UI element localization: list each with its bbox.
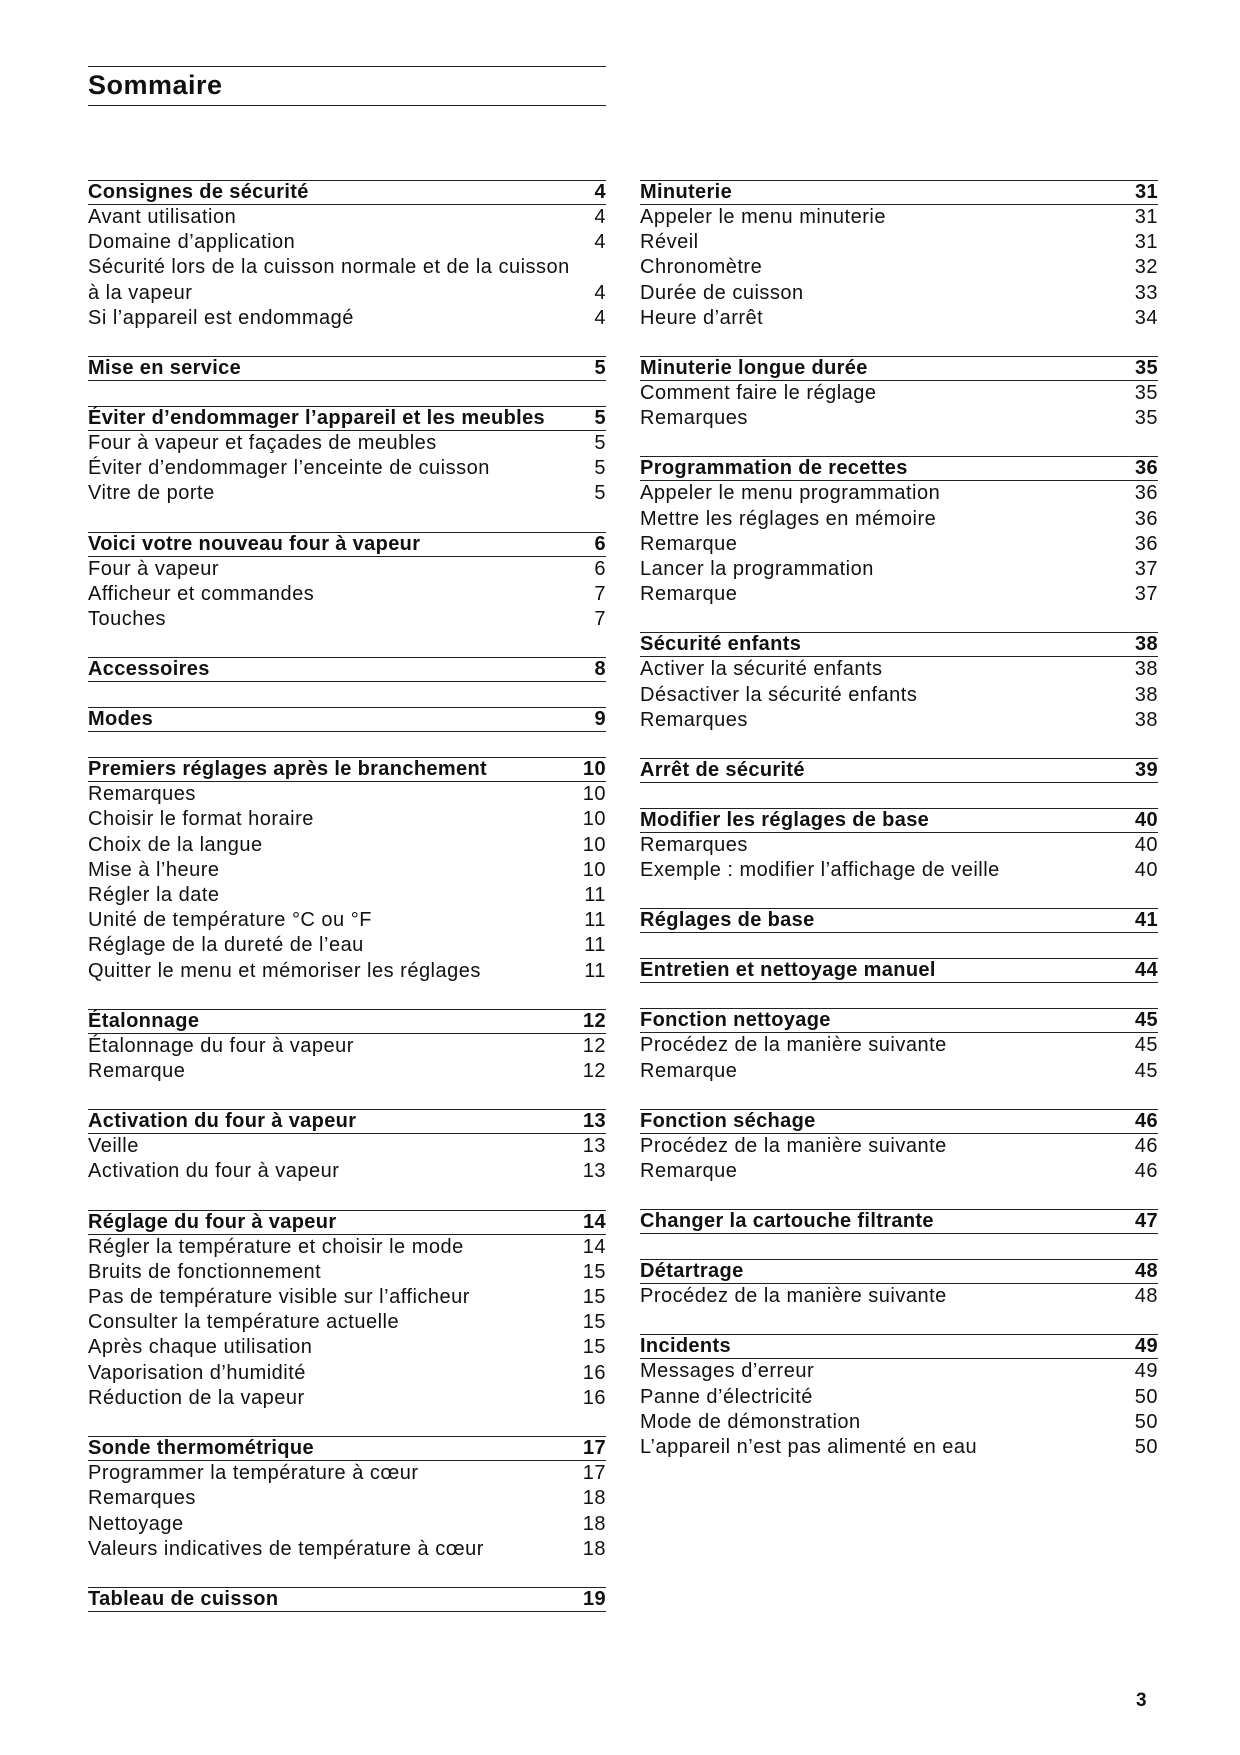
toc-section-title: Premiers réglages après le branchement [88,758,488,781]
toc-entry[interactable] [640,1284,1158,1309]
toc-entry-page: 5 [594,432,606,455]
toc-entry-page: 37 [1134,583,1158,606]
toc-section-page: 47 [1135,1210,1158,1233]
toc-entry[interactable] [88,582,606,607]
toc-section-page: 31 [1135,181,1158,203]
toc-entry[interactable] [640,1059,1158,1084]
toc-entry-page: 15 [582,1311,606,1334]
toc-entry-page: 4 [594,206,606,228]
toc-section-title: Fonction séchage [640,1109,816,1132]
toc-section-heading[interactable] [88,1009,606,1034]
toc-entry-title: Remarque [88,1060,186,1083]
toc-entry-title: Remarques [640,708,748,731]
toc-entry[interactable] [640,582,1158,607]
toc-section-title: Programmation de recettes [640,457,908,480]
toc-entry-page: 15 [582,1336,606,1359]
toc-section-heading[interactable] [88,657,606,682]
toc-entry-title: Activer la sécurité enfants [640,658,883,681]
toc-entry-page: 18 [582,1512,606,1535]
toc-section-heading[interactable] [640,958,1158,983]
toc-entry[interactable] [640,281,1158,306]
toc-section-title: Fonction nettoyage [640,1009,831,1032]
toc-entry-title: Remarque [640,532,738,555]
toc-section-page: 46 [1135,1109,1158,1132]
toc-entry-title: Pas de température visible sur l’afficheur [88,1286,470,1309]
toc-entry-page: 11 [584,959,606,982]
toc-entry-title: Quitter le menu et mémoriser les réglages [88,959,481,982]
toc-entry-title: Régler la température et choisir le mode [88,1235,464,1258]
toc-section [88,757,606,984]
toc-entry-page: 45 [1134,1034,1158,1057]
toc-entry[interactable] [88,782,606,807]
toc-section [640,632,1158,733]
toc-section-title: Sécurité enfants [640,633,802,656]
toc-entry-title: Comment faire le réglage [640,382,877,405]
toc-entry[interactable] [88,306,606,331]
toc-section-page: 36 [1135,457,1158,480]
toc-entry[interactable] [640,481,1158,506]
toc-entry-page: 4 [594,306,606,329]
toc-entry-title: Vitre de porte [88,482,215,505]
toc-entry-title: Touches [88,608,166,631]
toc-entry[interactable] [88,1461,606,1486]
toc-entry[interactable] [640,683,1158,708]
toc-section-title: Étalonnage [88,1009,200,1032]
toc-section-title: Sonde thermométrique [88,1437,314,1460]
toc-section-title: Modifier les réglages de base [640,809,930,832]
toc-entry-page: 38 [1134,683,1158,706]
toc-entry-page: 46 [1134,1134,1158,1157]
toc-section-heading[interactable] [640,180,1158,205]
toc-section-page: 4 [594,181,606,203]
toc-entry-page: 33 [1134,281,1158,304]
toc-section-page: 6 [594,532,606,555]
toc-entry-page: 45 [1134,1059,1158,1082]
toc-entry[interactable] [640,1385,1158,1410]
toc-entry-title: Réduction de la vapeur [88,1386,305,1409]
toc-section [88,707,606,732]
toc-section-heading[interactable] [640,456,1158,481]
page-number: 3 [1136,1690,1147,1711]
toc-left-column [88,180,606,1637]
toc-section-page: 45 [1135,1009,1158,1032]
toc-section [88,1009,606,1084]
toc-entry-title: Après chaque utilisation [88,1336,313,1359]
toc-entry-title: Durée de cuisson [640,281,804,304]
toc-right-column [640,180,1158,1485]
toc-section-page: 5 [594,357,606,380]
toc-section-page: 41 [1135,909,1158,932]
toc-entry-page: 38 [1134,658,1158,681]
toc-section-heading[interactable] [640,908,1158,933]
toc-entry[interactable] [88,481,606,506]
toc-entry-title: Réveil [640,231,699,254]
toc-section-title: Minuterie longue durée [640,357,868,380]
toc-section-heading[interactable] [640,632,1158,657]
toc-entry[interactable] [88,255,606,305]
toc-entry-title: Avant utilisation [88,206,237,228]
toc-entry[interactable] [640,381,1158,406]
toc-section [88,532,606,633]
toc-entry-page: 12 [582,1034,606,1057]
toc-entry[interactable] [88,1486,606,1511]
toc-section-heading[interactable] [640,808,1158,833]
toc-entry[interactable] [640,406,1158,431]
toc-entry[interactable] [640,1159,1158,1184]
toc-section-title: Consignes de sécurité [88,181,309,203]
toc-entry-page: 31 [1134,231,1158,254]
toc-section [88,1210,606,1411]
toc-entry-title: Remarques [88,1487,196,1510]
toc-entry[interactable] [640,255,1158,280]
toc-entry[interactable] [88,1285,606,1310]
toc-section [640,1259,1158,1309]
toc-section [640,908,1158,933]
toc-entry-title: Si l’appareil est endommagé [88,306,354,329]
toc-section-page: 49 [1135,1335,1158,1358]
toc-entry[interactable] [640,833,1158,858]
toc-section-title: Réglage du four à vapeur [88,1210,337,1233]
toc-entry-title: Chronomètre [640,256,763,279]
toc-section-heading[interactable] [88,1436,606,1461]
toc-entry-page: 7 [594,608,606,631]
toc-section-title: Entretien et nettoyage manuel [640,959,936,982]
toc-entry[interactable] [88,833,606,858]
toc-entry[interactable] [88,933,606,958]
toc-entry-page: 11 [584,884,606,907]
toc-entry-page: 13 [582,1135,606,1158]
toc-entry-page: 50 [1134,1385,1158,1408]
toc-section-page: 8 [594,658,606,681]
toc-entry-title: Appeler le menu minuterie [640,206,886,228]
toc-section-heading[interactable] [88,1210,606,1235]
toc-entry[interactable] [88,607,606,632]
toc-entry-title: Four à vapeur et façades de meubles [88,432,437,455]
toc-entry-title: Exemple : modifier l’affichage de veille [640,859,1000,882]
toc-entry-page: 4 [594,281,606,304]
toc-entry[interactable] [88,858,606,883]
toc-entry-title: Procédez de la manière suivante [640,1134,947,1157]
toc-section-heading[interactable] [88,180,606,205]
toc-entry-title: Choisir le format horaire [88,808,314,831]
toc-section-heading[interactable] [640,758,1158,783]
toc-section-page: 44 [1135,959,1158,982]
toc-section [640,758,1158,783]
toc-entry-page: 17 [582,1462,606,1485]
toc-section-page: 40 [1135,809,1158,832]
toc-entry[interactable] [88,807,606,832]
toc-section-title: Réglages de base [640,909,815,932]
toc-entry-title: Appeler le menu programmation [640,482,941,505]
toc-entry-page: 5 [594,482,606,505]
toc-section-heading[interactable] [88,356,606,381]
toc-section-title: Activation du four à vapeur [88,1110,357,1133]
toc-section-heading[interactable] [88,757,606,782]
toc-entry-page: 40 [1134,859,1158,882]
toc-entry[interactable] [88,1537,606,1562]
toc-entry[interactable] [88,1235,606,1260]
toc-entry[interactable] [640,205,1158,230]
toc-section-title: Modes [88,708,154,731]
toc-entry[interactable] [88,1260,606,1285]
toc-section-heading[interactable] [640,1008,1158,1033]
toc-entry[interactable] [640,532,1158,557]
toc-section-page: 48 [1135,1260,1158,1283]
toc-section-page: 12 [583,1009,606,1032]
toc-entry-page: 18 [582,1487,606,1510]
toc-entry-page: 15 [582,1286,606,1309]
toc-entry[interactable] [640,1134,1158,1159]
toc-entry-page: 11 [584,909,606,932]
toc-section-heading[interactable] [640,356,1158,381]
toc-entry-title: Remarque [640,1160,738,1183]
toc-entry-title: Remarques [640,834,748,857]
toc-entry-title: Heure d’arrêt [640,306,764,329]
toc-entry-page: 13 [582,1160,606,1183]
toc-entry-title: Étalonnage du four à vapeur [88,1034,354,1057]
toc-entry-page: 12 [582,1060,606,1083]
toc-section [640,456,1158,607]
toc-section-page: 38 [1135,633,1158,656]
toc-entry-page: 16 [582,1361,606,1384]
toc-section [88,1109,606,1184]
toc-entry[interactable] [640,1359,1158,1384]
toc-entry-page: 11 [584,934,606,957]
toc-section-heading[interactable] [640,1109,1158,1134]
toc-section-title: Tableau de cuisson [88,1587,279,1610]
toc-entry-title: Éviter d’endommager l’enceinte de cuisson [88,457,490,480]
toc-section-heading[interactable] [88,707,606,732]
toc-section [640,808,1158,883]
toc-entry-page: 48 [1134,1285,1158,1308]
toc-section [640,1109,1158,1184]
toc-entry-page: 36 [1134,532,1158,555]
toc-entry-page: 15 [582,1260,606,1283]
toc-entry[interactable] [640,858,1158,883]
toc-section-heading[interactable] [640,1334,1158,1359]
toc-entry[interactable] [640,657,1158,682]
toc-entry[interactable] [88,456,606,481]
toc-entry-title: Messages d’erreur [640,1360,815,1383]
toc-entry-title: Panne d’électricité [640,1385,813,1408]
toc-entry[interactable] [88,908,606,933]
toc-section [640,1334,1158,1460]
toc-entry-page: 10 [582,808,606,831]
toc-entry-title: Remarques [640,407,748,430]
toc-entry-page: 36 [1134,482,1158,505]
toc-section-page: 9 [594,708,606,731]
toc-section-heading[interactable] [640,1259,1158,1284]
toc-entry-title: Mise à l’heure [88,858,220,881]
toc-entry-title: Activation du four à vapeur [88,1160,340,1183]
toc-entry[interactable] [88,1310,606,1335]
toc-section-heading[interactable] [88,532,606,557]
toc-section-heading[interactable] [88,406,606,431]
toc-entry[interactable] [640,1410,1158,1435]
toc-section-page: 13 [583,1110,606,1133]
toc-section [88,406,606,507]
toc-section-heading[interactable] [640,1209,1158,1234]
page-title: Sommaire [88,70,223,100]
toc-entry-title: Programmer la température à cœur [88,1462,419,1485]
toc-entry-title: Lancer la programmation [640,558,874,581]
toc-entry-page: 4 [594,231,606,254]
toc-entry-title: Remarque [640,583,738,606]
toc-entry-page: 49 [1134,1360,1158,1383]
toc-entry-page: 18 [582,1537,606,1560]
toc-entry-page: 40 [1134,834,1158,857]
toc-entry[interactable] [88,230,606,255]
toc-entry-page: 34 [1134,306,1158,329]
toc-entry[interactable] [88,1386,606,1411]
toc-section [640,1008,1158,1083]
toc-entry-title: L’appareil n’est pas alimenté en eau [640,1436,978,1459]
toc-entry-title: Régler la date [88,884,220,907]
toc-section [88,657,606,682]
toc-section-page: 35 [1135,357,1158,380]
toc-entry[interactable] [640,1435,1158,1460]
toc-entry[interactable] [88,1512,606,1537]
toc-entry-title: Unité de température °C ou °F [88,909,372,932]
toc-entry-title: Afficheur et commandes [88,582,315,605]
toc-entry-title: Valeurs indicatives de température à cœur [88,1537,484,1560]
toc-entry-page: 31 [1134,206,1158,228]
toc-entry[interactable] [640,1033,1158,1058]
toc-section-title: Incidents [640,1335,731,1358]
toc-section-title: Minuterie [640,181,733,203]
toc-entry[interactable] [88,1059,606,1084]
toc-section-title: Mise en service [88,357,242,380]
toc-entry-title: Nettoyage [88,1512,184,1535]
toc-section-page: 39 [1135,759,1158,782]
toc-entry[interactable] [88,883,606,908]
toc-entry-title: Domaine d’application [88,231,296,254]
toc-section [640,356,1158,431]
toc-entry-title: Four à vapeur [88,557,220,580]
toc-entry-page: 35 [1134,407,1158,430]
toc-entry[interactable] [640,708,1158,733]
toc-entry[interactable] [88,1159,606,1184]
toc-section [88,356,606,381]
toc-entry[interactable] [88,959,606,984]
title-block [88,66,606,106]
toc-entry[interactable] [640,306,1158,331]
toc-section-heading[interactable] [88,1587,606,1612]
toc-entry[interactable] [88,557,606,582]
toc-section-heading[interactable] [88,1109,606,1134]
toc-section [88,1587,606,1612]
toc-entry-page: 32 [1134,256,1158,279]
toc-entry-page: 10 [582,783,606,806]
toc-entry-title: Vaporisation d’humidité [88,1361,306,1384]
toc-entry-title: Remarque [640,1059,738,1082]
toc-entry-title: Remarques [88,783,196,806]
toc-entry-page: 5 [594,457,606,480]
toc-entry-title: Sécurité lors de la cuisson normale et de la cuisson à la vapeur [88,256,570,304]
toc-entry-title: Bruits de fonctionnement [88,1260,322,1283]
toc-entry[interactable] [640,507,1158,532]
toc-entry-title: Procédez de la manière suivante [640,1285,947,1308]
toc-entry[interactable] [88,1034,606,1059]
toc-entry-title: Réglage de la dureté de l’eau [88,934,364,957]
toc-entry[interactable] [88,205,606,230]
toc-entry[interactable] [88,1361,606,1386]
toc-section [640,1209,1158,1234]
toc-entry-page: 36 [1134,507,1158,530]
toc-section-title: Changer la cartouche filtrante [640,1210,934,1233]
toc-section-title: Détartrage [640,1260,744,1283]
toc-entry-page: 46 [1134,1160,1158,1183]
toc-section-page: 17 [583,1437,606,1460]
toc-entry-title: Consulter la température actuelle [88,1311,400,1334]
toc-entry-page: 6 [594,557,606,580]
toc-entry-title: Procédez de la manière suivante [640,1034,947,1057]
toc-entry-page: 14 [582,1235,606,1258]
toc-entry[interactable] [640,230,1158,255]
toc-section-title: Arrêt de sécurité [640,759,805,782]
toc-entry-page: 16 [582,1386,606,1409]
toc-entry-page: 35 [1134,382,1158,405]
toc-entry-page: 38 [1134,708,1158,731]
toc-entry-title: Veille [88,1135,139,1158]
toc-entry[interactable] [88,431,606,456]
toc-entry-title: Choix de la langue [88,833,263,856]
toc-section-title: Voici votre nouveau four à vapeur [88,532,421,555]
toc-section-page: 19 [583,1587,606,1610]
toc-section [88,180,606,331]
toc-entry-page: 50 [1134,1410,1158,1433]
toc-section-page: 14 [583,1210,606,1233]
toc-section-title: Éviter d’endommager l’appareil et les meubles [88,407,546,430]
toc-entry-title: Désactiver la sécurité enfants [640,683,918,706]
toc-entry-page: 37 [1134,558,1158,581]
toc-section [640,180,1158,331]
toc-entry-page: 50 [1134,1436,1158,1459]
toc-entry-page: 10 [582,858,606,881]
toc-section-page: 10 [583,758,606,781]
toc-section [640,958,1158,983]
toc-entry-title: Mettre les réglages en mémoire [640,507,937,530]
toc-section [88,1436,606,1562]
toc-entry[interactable] [88,1335,606,1360]
toc-section-page: 5 [594,407,606,430]
toc-entry-title: Mode de démonstration [640,1410,861,1433]
toc-entry-page: 10 [582,833,606,856]
toc-section-title: Accessoires [88,658,210,681]
toc-entry-page: 7 [594,582,606,605]
toc-entry[interactable] [88,1134,606,1159]
toc-entry[interactable] [640,557,1158,582]
